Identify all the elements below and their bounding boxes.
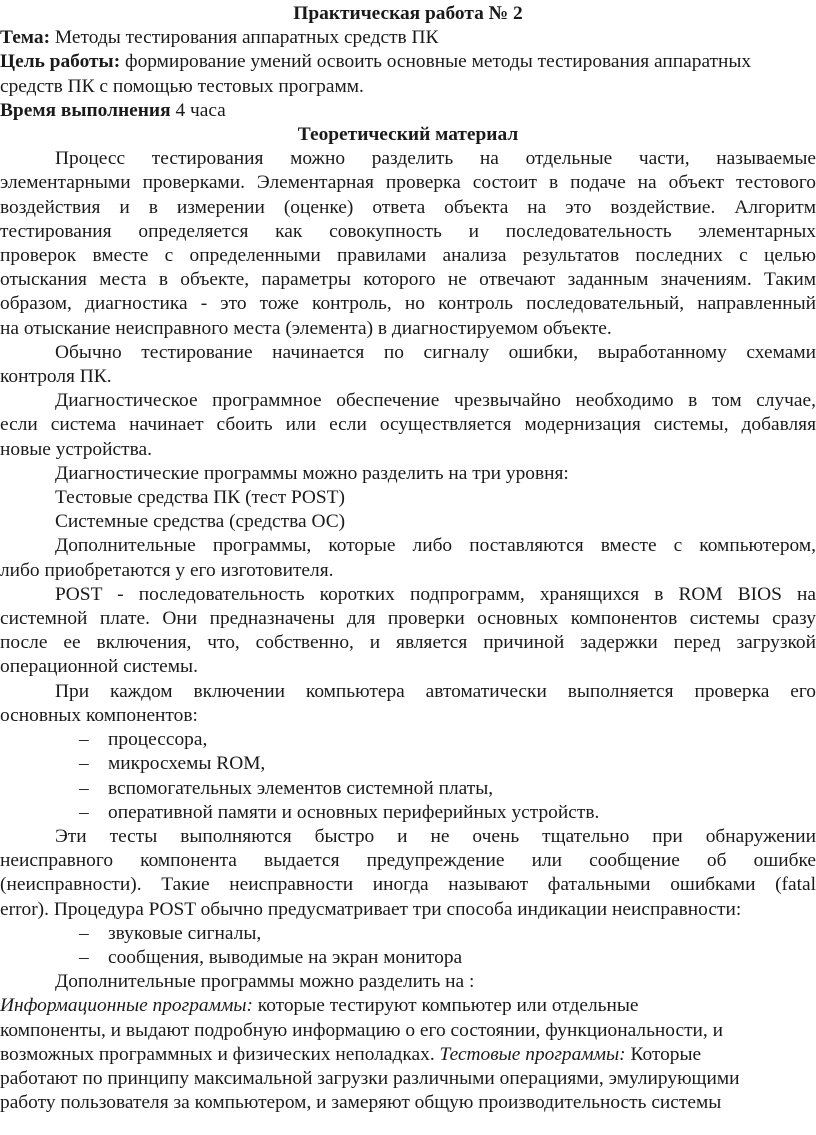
paragraph-5: Тестовые средства ПК (тест POST) <box>55 487 345 509</box>
paragraph-text: которые тестируют компьютер или отдельные <box>252 995 639 1017</box>
paragraph-line: (неисправности). Такие неисправности иногда называют фатальными ошибками (fatal <box>0 874 816 896</box>
paragraph-line: error). Процедура POST обычно предусматривает три способа индикации неисправности: <box>0 898 742 920</box>
paragraph-line: тестирования определяется как совокупность и последовательность элементарных <box>0 220 816 242</box>
paragraph-text: Которые <box>625 1043 702 1065</box>
paragraph-line: Обычно тестирование начинается по сигналу ошибки, выработанному схемами <box>55 341 816 363</box>
paragraph-line: работают по принципу максимальной загрузки различными операциями, эмулирующими <box>0 1067 740 1089</box>
paragraph-line: если система начинает сбоить или если осуществляется модернизация системы, добавляя <box>0 414 816 436</box>
dash-bullet: – <box>79 922 89 944</box>
component-list <box>0 728 816 825</box>
goal-text-1: формирование умений освоить основные методы тестирования аппаратных <box>120 51 752 73</box>
paragraph-line: либо приобретаются у его изготовителя. <box>0 559 334 581</box>
dash-bullet: – <box>79 729 89 751</box>
paragraph-line: Диагностическое программное обеспечение чрезвычайно необходимо в том случае, <box>55 390 816 412</box>
paragraph-4: Диагностические программы можно разделить на три уровня: <box>55 462 569 484</box>
list-item-text: оперативной памяти и основных периферийных устройств. <box>108 801 600 823</box>
paragraph-10 <box>0 825 816 922</box>
list-item-text: вспомогательных элементов системной платы, <box>108 777 494 799</box>
list-item-text: процессора, <box>108 729 208 751</box>
list-item-text: микросхемы ROM, <box>108 753 266 775</box>
paragraph-line: образом, диагностика - это тоже контроль, но контроль последовательный, направленный <box>0 293 816 315</box>
paragraph-line: При каждом включении компьютера автоматически выполняется проверка его <box>55 680 816 702</box>
paragraph-line: компоненты, и выдают подробную информацию о его состоянии, функциональности, и <box>0 1019 724 1041</box>
list-item <box>0 777 816 801</box>
section-title: Теоретический материал <box>297 124 519 146</box>
paragraph-line <box>0 994 816 1018</box>
italic-term: Тестовые программы: <box>439 1043 626 1065</box>
dash-bullet: – <box>79 801 89 823</box>
paragraph-3 <box>0 389 816 462</box>
list-item <box>0 922 816 946</box>
dash-bullet: – <box>79 946 89 968</box>
paragraph-8 <box>0 583 816 680</box>
goal-line-2: средств ПК с помощью тестовых программ. <box>0 75 364 97</box>
topic-line <box>0 26 816 50</box>
topic-text: Методы тестирования аппаратных средств ПК <box>50 27 439 49</box>
paragraph-1 <box>0 147 816 341</box>
dash-bullet: – <box>79 753 89 775</box>
paragraph-line: системной плате. Они предназначены для проверки основных компонентов системы сразу <box>0 608 816 630</box>
list-item-text: звуковые сигналы, <box>108 922 262 944</box>
paragraph-line: Эти тесты выполняются быстро и не очень тщательно при обнаружении <box>55 825 816 847</box>
paragraph-line: Дополнительные программы, которые либо поставляются вместе с компьютером, <box>55 535 816 557</box>
dash-bullet: – <box>79 777 89 799</box>
paragraph-line: Процесс тестирования можно разделить на отдельные части, называемые <box>55 148 816 170</box>
indication-list <box>0 922 816 970</box>
paragraph-line: на отыскание неисправного места (элемента) в диагностируемом объекте. <box>0 317 612 339</box>
paragraph-line: проверок вместе с определенными правилами анализа результатов последних с целью <box>0 245 816 267</box>
paragraph-2 <box>0 341 816 389</box>
list-item <box>0 946 816 970</box>
list-item <box>0 752 816 776</box>
paragraph-7 <box>0 534 816 582</box>
list-item <box>0 728 816 752</box>
paragraph-text: возможных программных и физических неполадках. <box>0 1043 440 1065</box>
paragraph-line: неисправного компонента выдается предупреждение или сообщение об ошибке <box>0 850 816 872</box>
paragraph-line: операционной системы. <box>0 656 198 678</box>
time-text: 4 часа <box>170 99 226 121</box>
paragraph-line: контроля ПК. <box>0 366 112 388</box>
paragraph-12 <box>0 994 816 1115</box>
paragraph-line: новые устройства. <box>0 438 152 460</box>
italic-term: Информационные программы: <box>0 995 253 1017</box>
paragraph-line: POST - последовательность коротких подпрограмм, хранящихся в ROM BIOS на <box>55 583 816 605</box>
goal-line-1 <box>0 50 816 74</box>
list-item-text: сообщения, выводимые на экран монитора <box>108 946 463 968</box>
paragraph-line: работу пользователя за компьютером, и замеряют общую производительность системы <box>0 1092 722 1114</box>
paragraph-line: элементарными проверками. Элементарная проверка состоит в подаче на объект тестового <box>0 172 816 194</box>
time-line <box>0 99 816 123</box>
paragraph-line <box>0 1043 816 1067</box>
goal-label: Цель работы: <box>0 51 121 73</box>
paragraph-6: Системные средства (средства ОС) <box>55 511 346 533</box>
paragraph-line: основных компонентов: <box>0 704 198 726</box>
time-label: Время выполнения <box>0 99 171 121</box>
paragraph-line: отыскания места в объекте, параметры которого не отвечают заданным значениям. Таким <box>0 269 816 291</box>
topic-label: Тема: <box>0 27 51 49</box>
list-item <box>0 801 816 825</box>
page-title: Практическая работа № 2 <box>293 3 523 24</box>
paragraph-line: после ее включения, что, собственно, и является причиной задержки перед загрузкой <box>0 632 816 654</box>
paragraph-line: воздействия и в измерении (оценке) ответа объекта на это воздействие. Алгоритм <box>0 196 816 218</box>
paragraph-11: Дополнительные программы можно разделить на : <box>55 971 475 993</box>
paragraph-9 <box>0 680 816 728</box>
